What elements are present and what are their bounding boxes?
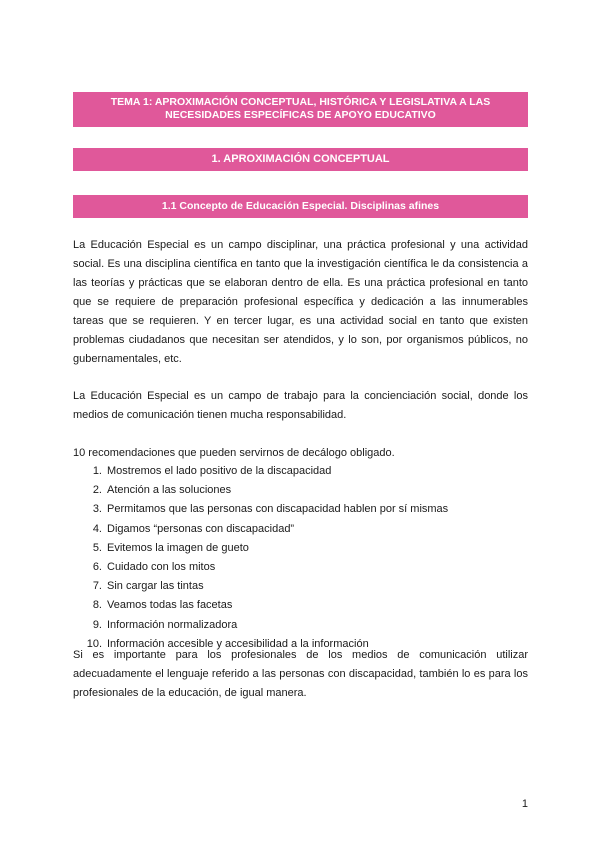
list-item-text: Información normalizadora bbox=[107, 618, 238, 631]
list-item-number: 2. bbox=[92, 484, 102, 497]
list-item-text: Permitamos que las personas con discapacidad hablen por sí mismas bbox=[107, 503, 449, 516]
paragraph-social-awareness: La Educación Especial es un campo de trabajo para la concienciación social, donde los medios de comunicación tienen mucha responsabilidad. bbox=[73, 390, 528, 421]
list-item bbox=[73, 520, 528, 539]
list-item-number: 10. bbox=[86, 637, 102, 650]
paragraph-definition: La Educación Especial es un campo disciplinar, una práctica profesional y una actividad social. Es una disciplina científica en tanto que la investigación científica le da consistencia a las teorías y prácticas que se elaboran dentro de ella. Es una práctica profesional en tanto que se requiere de preparación profesional específica y dedicación a las innumerables tareas que se requieren. Y en tercer lugar, es una actividad social en tanto que existen problemas ciudadanos que necesitan ser atendidos, y lo son, por organismos públicos, no gubernamentales, etc. bbox=[73, 239, 528, 365]
list-intro: 10 recomendaciones que pueden servirnos de decálogo obligado. bbox=[73, 447, 395, 459]
list-item bbox=[73, 481, 528, 500]
list-item-number: 8. bbox=[92, 599, 102, 612]
list-item-number: 9. bbox=[92, 618, 102, 631]
list-item bbox=[73, 577, 528, 596]
list-item bbox=[73, 616, 528, 635]
list-item-text: Evitemos la imagen de gueto bbox=[107, 541, 249, 554]
list-item-number: 5. bbox=[92, 541, 102, 554]
list-item-text: Cuidado con los mitos bbox=[107, 561, 216, 574]
list-item-text: Digamos “personas con discapacidad” bbox=[107, 522, 295, 535]
list-item bbox=[73, 596, 528, 615]
list-item-text: Información accesible y accesibilidad a la información bbox=[107, 637, 369, 650]
list-item-number: 1. bbox=[92, 465, 102, 477]
chapter-title-line-2: NECESIDADES ESPECÍFICAS DE APOYO EDUCATIVO bbox=[165, 109, 436, 121]
section-heading-banner: 1. APROXIMACIÓN CONCEPTUAL bbox=[73, 148, 528, 171]
list-item-number: 4. bbox=[92, 522, 102, 535]
list-item-text: Veamos todas las facetas bbox=[107, 599, 233, 612]
chapter-title-line-1: TEMA 1: APROXIMACIÓN CONCEPTUAL, HISTÓRICA Y LEGISLATIVA A LAS bbox=[110, 96, 491, 108]
list-item bbox=[73, 500, 528, 519]
list-item-text: Mostremos el lado positivo de la discapacidad bbox=[107, 465, 332, 477]
list-item bbox=[73, 462, 528, 481]
recommendations-list bbox=[73, 462, 528, 654]
list-item bbox=[73, 539, 528, 558]
list-item-number: 6. bbox=[92, 561, 102, 574]
paragraph-language-use: Si es importante para los profesionales de los medios de comunicación utilizar adecuadamente el lenguaje referido a las personas con discapacidad, también lo es para los profesionales de la educación, de igual manera. bbox=[73, 649, 528, 699]
list-item-number: 3. bbox=[92, 503, 102, 516]
list-item-number: 7. bbox=[92, 580, 102, 593]
subsection-heading-banner: 1.1 Concepto de Educación Especial. Disciplinas afines bbox=[73, 195, 528, 218]
list-item bbox=[73, 558, 528, 577]
page-number: 1 bbox=[521, 798, 528, 810]
chapter-title-banner bbox=[73, 92, 528, 127]
list-item-text: Sin cargar las tintas bbox=[107, 580, 204, 593]
list-item-text: Atención a las soluciones bbox=[107, 484, 232, 497]
